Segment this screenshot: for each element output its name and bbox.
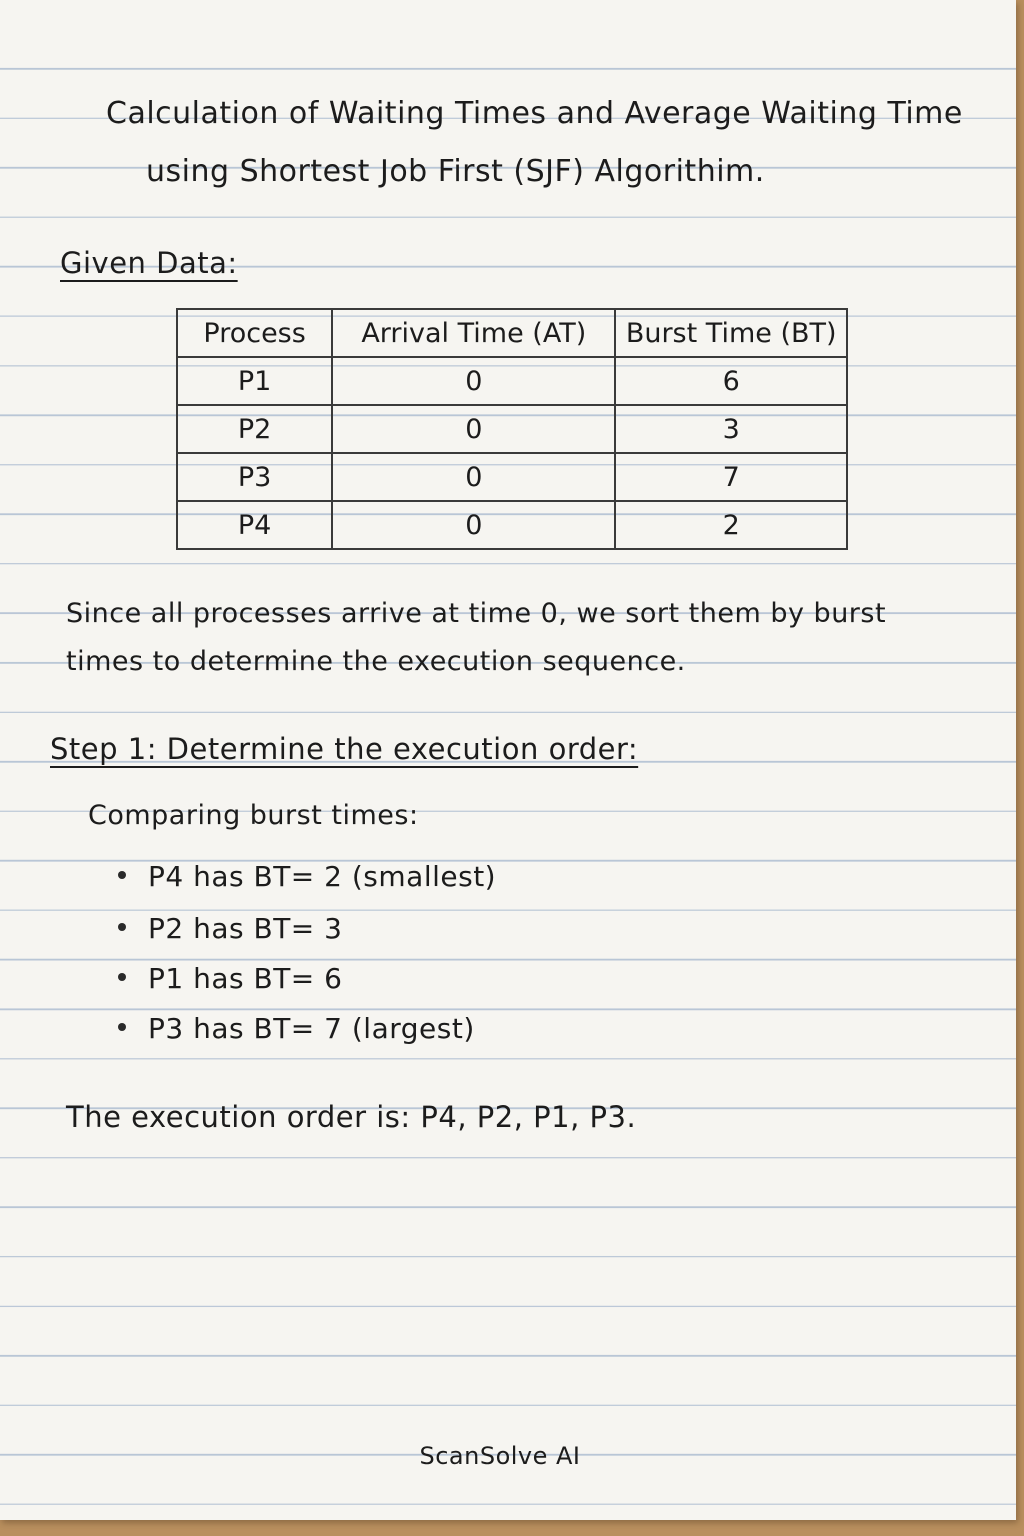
title-line-2: using Shortest Job First (SJF) Algorithim.	[146, 154, 765, 189]
cell-process: P3	[177, 453, 332, 501]
list-item-text: P2 has BT= 3	[148, 912, 343, 945]
cell-process: P1	[177, 357, 332, 405]
cell-arrival: 0	[332, 501, 615, 549]
list-item	[118, 860, 496, 893]
table-row	[177, 501, 847, 549]
list-item	[118, 912, 342, 945]
cell-burst: 3	[615, 405, 847, 453]
title-line-1: Calculation of Waiting Times and Average Waiting Time	[106, 96, 963, 131]
cell-burst: 2	[615, 501, 847, 549]
bullet-icon	[118, 923, 126, 931]
table-row	[177, 453, 847, 501]
cell-process: P4	[177, 501, 332, 549]
cell-burst: 7	[615, 453, 847, 501]
bullet-icon	[118, 1023, 126, 1031]
list-item-text: P3 has BT= 7 (largest)	[148, 1012, 475, 1045]
comparing-label: Comparing burst times:	[88, 800, 419, 831]
table-header-row	[177, 309, 847, 357]
note-line-1: Since all processes arrive at time 0, we sort them by burst	[66, 598, 887, 629]
cell-arrival: 0	[332, 405, 615, 453]
step-1-heading: Step 1: Determine the execution order:	[50, 732, 639, 766]
header-process: Process	[177, 309, 332, 357]
table-row	[177, 405, 847, 453]
list-item	[118, 962, 342, 995]
cell-process: P2	[177, 405, 332, 453]
footer-brand: ScanSolve AI	[419, 1442, 581, 1470]
note-line-2: times to determine the execution sequence.	[66, 646, 686, 677]
cell-arrival: 0	[332, 357, 615, 405]
header-arrival-time: Arrival Time (AT)	[332, 309, 615, 357]
list-item	[118, 1012, 475, 1045]
given-data-heading: Given Data:	[60, 246, 238, 280]
bullet-icon	[118, 973, 126, 981]
cell-arrival: 0	[332, 453, 615, 501]
process-table	[176, 308, 848, 550]
bullet-icon	[118, 871, 126, 879]
header-burst-time: Burst Time (BT)	[615, 309, 847, 357]
execution-order-conclusion: The execution order is: P4, P2, P1, P3.	[66, 1100, 637, 1134]
list-item-text: P1 has BT= 6	[148, 962, 343, 995]
cell-burst: 6	[615, 357, 847, 405]
list-item-text: P4 has BT= 2 (smallest)	[148, 860, 497, 893]
table-row	[177, 357, 847, 405]
